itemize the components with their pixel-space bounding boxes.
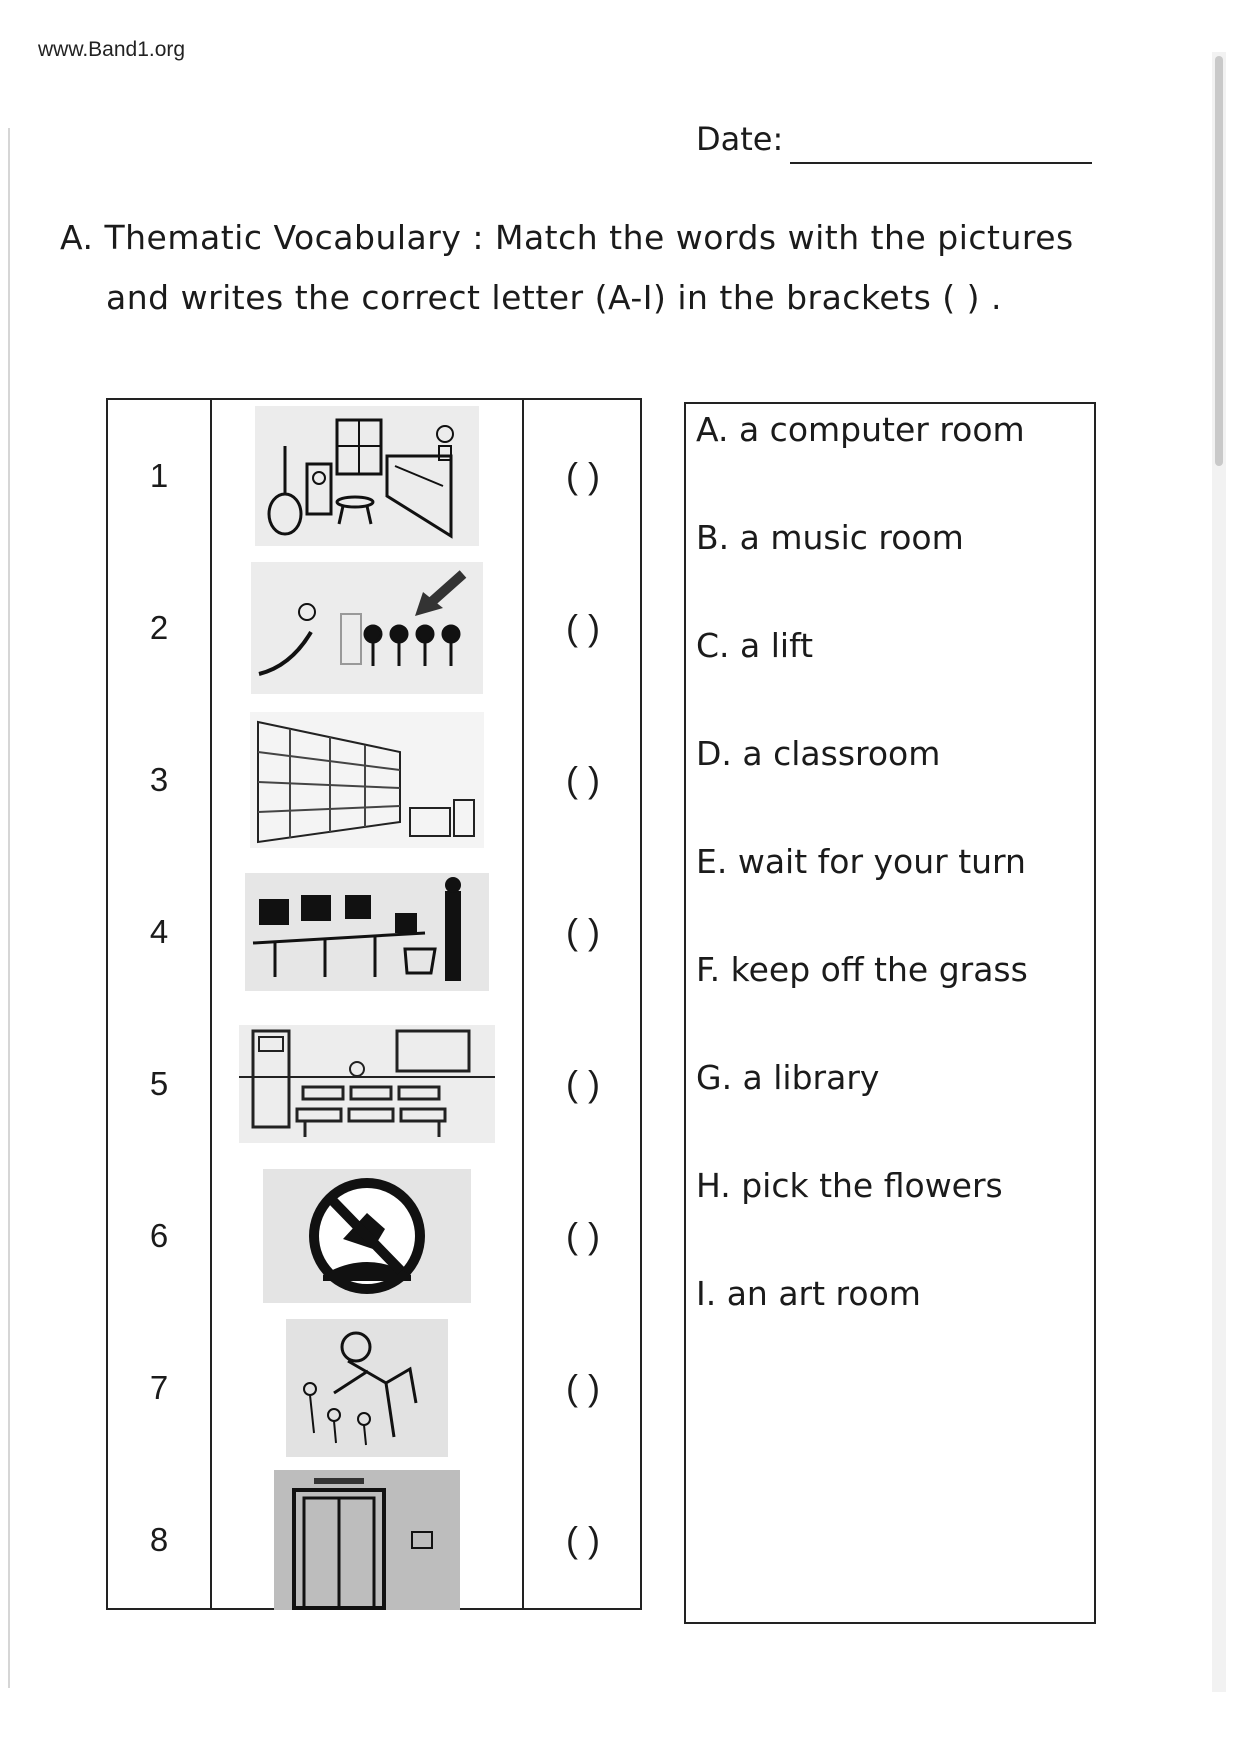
option-item: B. a music room [696, 518, 964, 557]
option-item: F. keep off the grass [696, 950, 1028, 989]
table-row [108, 1160, 640, 1312]
option-item: E. wait for your turn [696, 842, 1026, 881]
row-number: 7 [149, 1369, 169, 1406]
date-answer-line [790, 162, 1092, 164]
library-picture [212, 704, 522, 856]
option-item: A. a computer room [696, 410, 1025, 449]
option-item: G. a library [696, 1058, 880, 1097]
music-room-picture [212, 400, 522, 552]
row-number: 3 [149, 761, 169, 798]
answer-bracket[interactable]: ( ) [566, 455, 600, 496]
table-row [108, 1312, 640, 1464]
lift-picture [212, 1464, 522, 1616]
table-row [108, 1008, 640, 1160]
scrollbar-thumb[interactable] [1215, 56, 1223, 466]
answer-bracket[interactable]: ( ) [566, 911, 600, 952]
options-box [684, 402, 1096, 1624]
option-item: I. an art room [696, 1274, 921, 1313]
answer-bracket[interactable]: ( ) [566, 1215, 600, 1256]
option-item: H. pick the flowers [696, 1166, 1003, 1205]
answer-bracket[interactable]: ( ) [566, 1063, 600, 1104]
table-row [108, 1464, 640, 1616]
answer-bracket[interactable]: ( ) [566, 1367, 600, 1408]
row-number: 5 [149, 1065, 169, 1102]
wait-for-turn-picture [212, 552, 522, 704]
computer-room-picture [212, 856, 522, 1008]
keep-off-grass-sign-picture [212, 1160, 522, 1312]
row-number: 4 [149, 913, 169, 950]
picking-flowers-picture [212, 1312, 522, 1464]
table-row [108, 856, 640, 1008]
table-row [108, 704, 640, 856]
picture-table [106, 398, 642, 1610]
option-item: D. a classroom [696, 734, 941, 773]
option-item: C. a lift [696, 626, 814, 665]
row-number: 6 [149, 1217, 169, 1254]
answer-bracket[interactable]: ( ) [566, 759, 600, 800]
instruction-line-2: and writes the correct letter (A-I) in the brackets ( ) . [106, 278, 1003, 317]
row-number: 8 [149, 1521, 169, 1558]
answer-bracket[interactable]: ( ) [566, 607, 600, 648]
classroom-picture [212, 1008, 522, 1160]
row-number: 2 [149, 609, 169, 646]
instruction-line-1: A. Thematic Vocabulary : Match the words with the pictures [60, 218, 1074, 257]
table-row [108, 400, 640, 552]
answer-bracket[interactable]: ( ) [566, 1519, 600, 1560]
site-url: www.Band1.org [38, 38, 186, 61]
page-edge-line [8, 128, 10, 1688]
table-row [108, 552, 640, 704]
date-label: Date: [696, 120, 784, 158]
row-number: 1 [149, 457, 169, 494]
